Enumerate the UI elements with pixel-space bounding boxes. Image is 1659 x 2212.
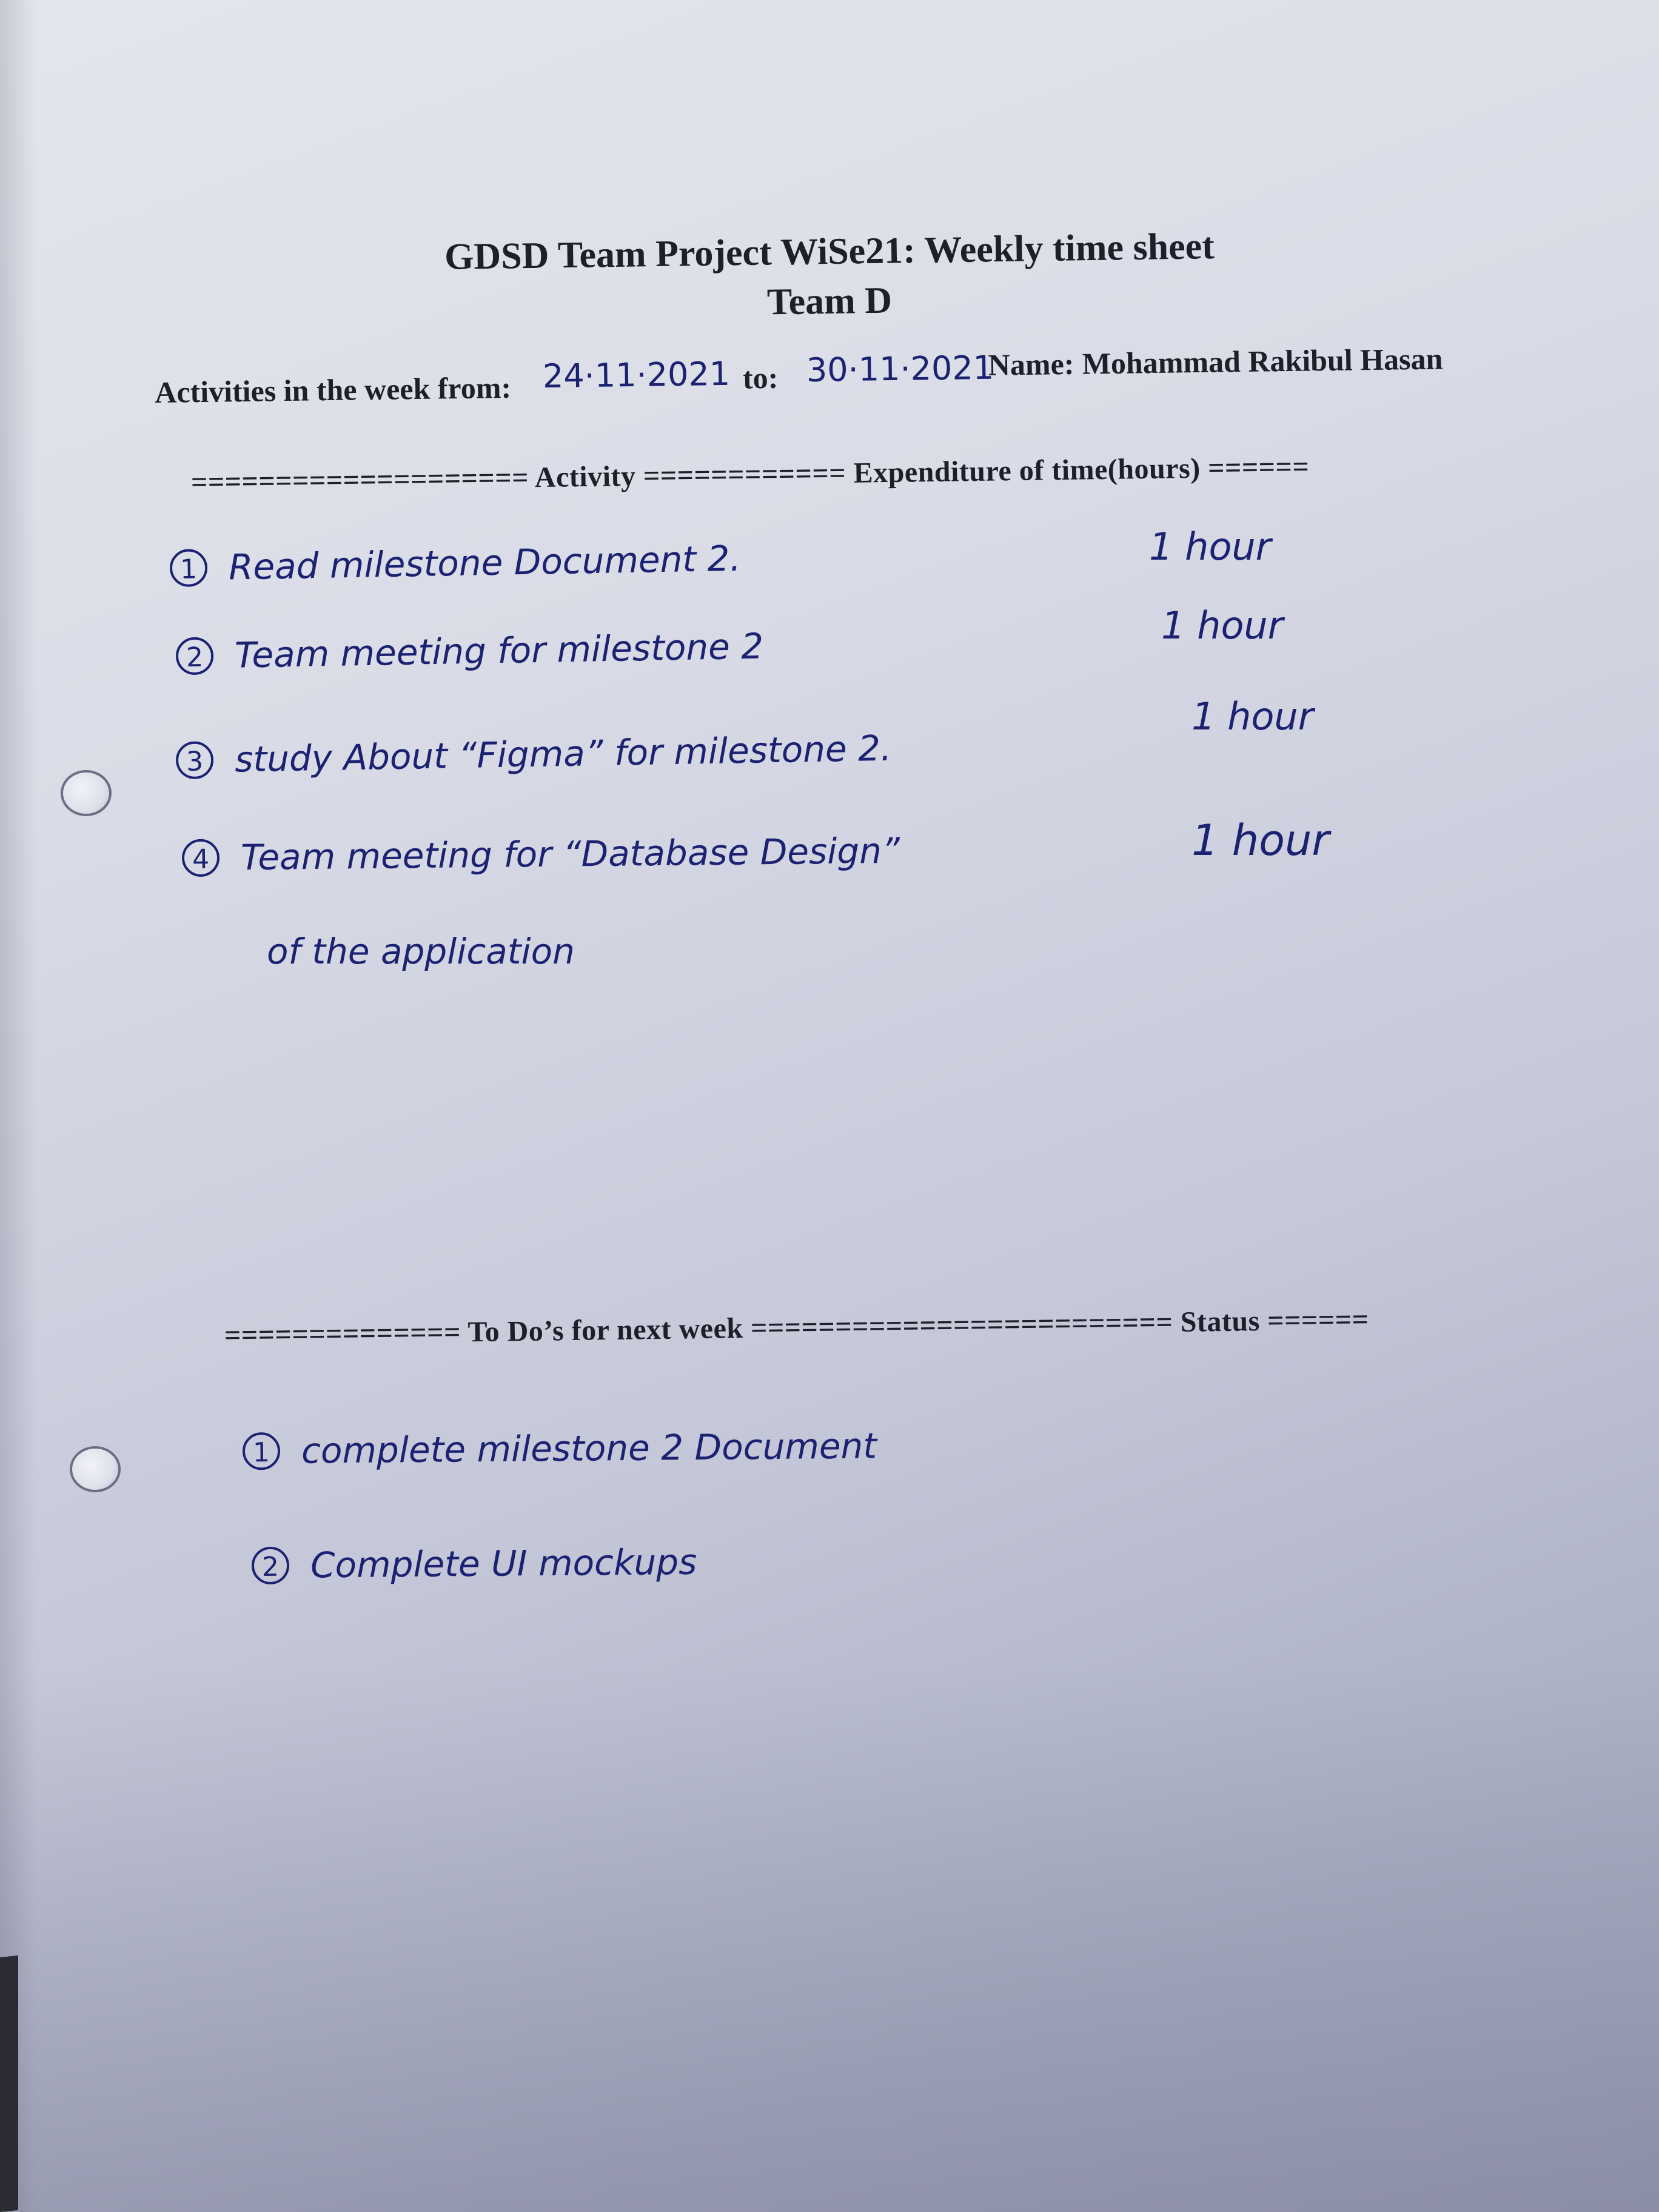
activity-time: 1 hour [1161, 603, 1284, 648]
todo-number: 2 [252, 1547, 290, 1585]
week-to-value: 30·11·2021 [806, 348, 994, 389]
activity-time: 1 hour [1149, 525, 1272, 569]
activity-item [175, 728, 891, 782]
punch-hole-bottom [70, 1446, 121, 1492]
todo-item [243, 1425, 877, 1472]
todo-text: Complete UI mockups [310, 1541, 697, 1586]
name-value: Mohammad Rakibul Hasan [1082, 341, 1443, 381]
paper-shadow-bottom [0, 1666, 1659, 2212]
activity-number: 2 [176, 637, 214, 675]
activity-header-rule-middle: ============ [643, 457, 846, 492]
activity-header-rule-left: ==================== [190, 461, 529, 498]
activity-time: 1 hour [1191, 694, 1314, 739]
time-column-label: Expenditure of time(hours) [853, 452, 1201, 489]
activity-header [191, 450, 1310, 499]
status-column-label: Status [1180, 1305, 1261, 1338]
todo-header-rule-left: ============== [224, 1316, 461, 1352]
activity-time: 1 hour [1191, 816, 1330, 865]
activity-number: 3 [176, 741, 214, 779]
todo-column-label: To Do’s for next week [468, 1312, 743, 1349]
activity-number: 1 [170, 549, 208, 587]
todo-item [252, 1541, 697, 1586]
activity-header-rule-right: ====== [1207, 451, 1310, 484]
todo-number: 1 [243, 1432, 281, 1470]
todo-header-rule-right: ====== [1267, 1303, 1369, 1337]
team-name: Team D [766, 280, 893, 323]
activity-item [169, 538, 741, 589]
activity-text: Team meeting for milestone 2 [234, 625, 764, 676]
activity-text: Team meeting for “Database Design” [240, 830, 900, 879]
activity-column-label: Activity [534, 460, 636, 494]
punch-hole-top [61, 770, 112, 816]
week-from-value: 24·11·2021 [542, 354, 731, 396]
activity-number: 4 [182, 839, 220, 877]
background-edge [0, 1956, 18, 2212]
week-from-label: Activities in the week from: [154, 370, 512, 409]
activity-text: Read milestone Document 2. [228, 537, 742, 588]
todo-header [224, 1303, 1369, 1352]
activity-text-continuation: of the application [267, 931, 575, 972]
week-info-row [154, 338, 1489, 409]
todo-text: complete milestone 2 Document [301, 1425, 877, 1472]
todo-header-rule-middle: ========================= [750, 1306, 1173, 1344]
name-label: Name: [988, 346, 1074, 382]
activity-item [182, 830, 900, 879]
document-title: GDSD Team Project WiSe21: Weekly time sheet [444, 226, 1215, 278]
activity-text: study About “Figma” for milestone 2. [234, 727, 892, 780]
week-to-label: to: [742, 360, 779, 395]
activity-item [175, 626, 763, 677]
